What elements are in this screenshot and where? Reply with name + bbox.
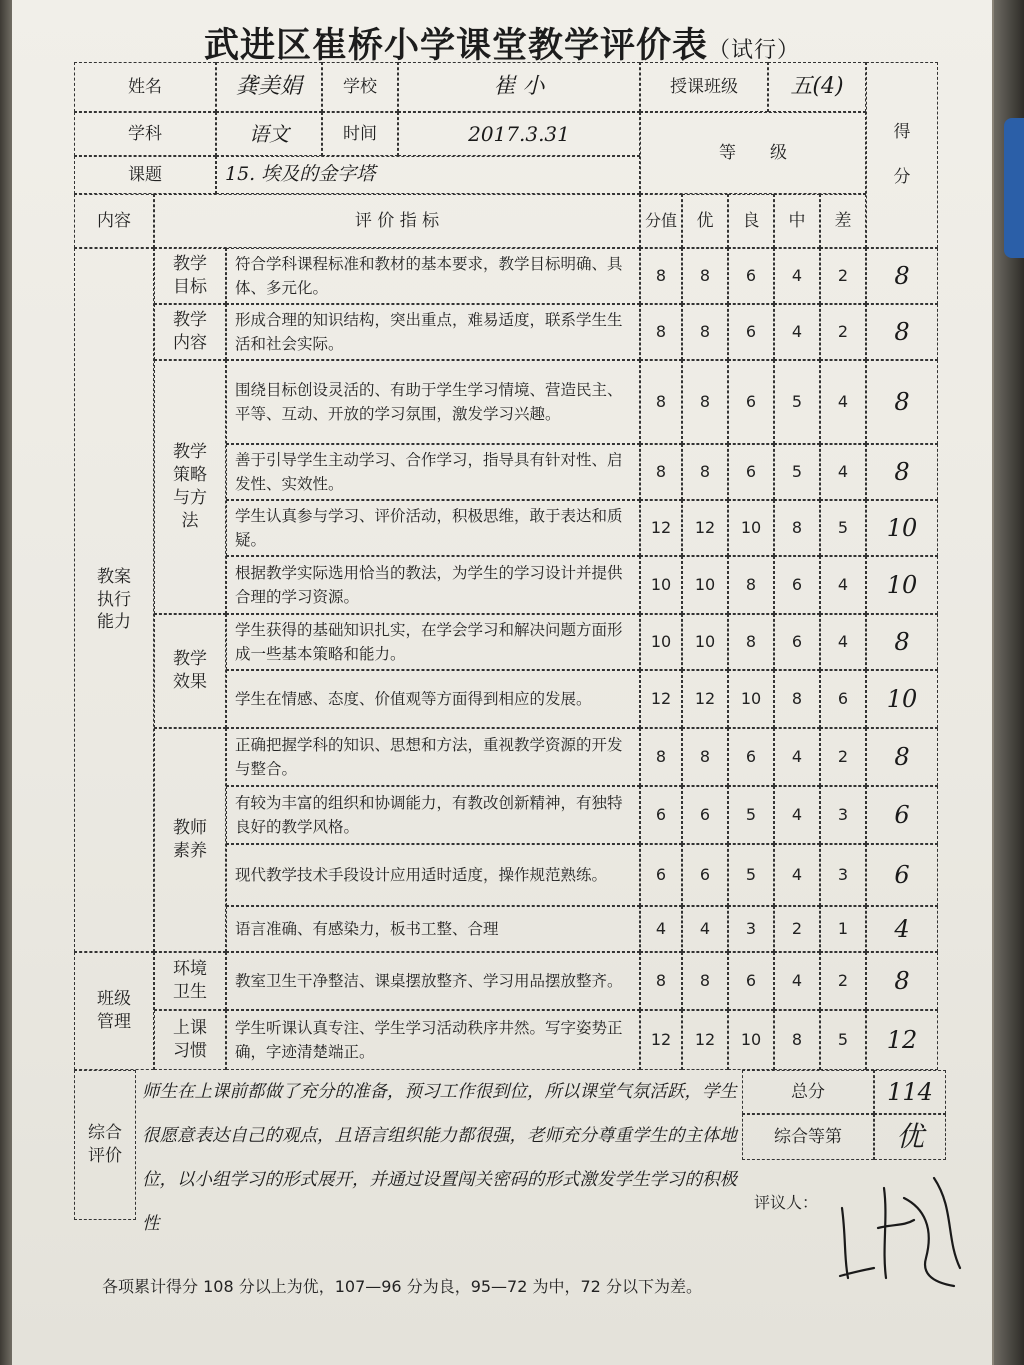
row-score: 10 bbox=[866, 500, 938, 556]
medium-column-header: 中 bbox=[774, 194, 820, 248]
row-score: 6 bbox=[866, 844, 938, 906]
subgroup-teaching-goals: 教学目标 bbox=[154, 248, 226, 304]
summary-label: 综合评价 bbox=[74, 1070, 136, 1220]
points-value: 6 bbox=[640, 786, 682, 844]
good-value: 10 bbox=[728, 500, 774, 556]
criterion-text: 正确把握学科的知识、思想和方法，重视教学资源的开发与整合。 bbox=[226, 728, 640, 786]
criterion-text: 有较为丰富的组织和协调能力，有教改创新精神，有独特良好的教学风格。 bbox=[226, 786, 640, 844]
points-value: 12 bbox=[640, 1010, 682, 1070]
poor-value: 5 bbox=[820, 500, 866, 556]
points-value: 12 bbox=[640, 500, 682, 556]
excellent-value: 8 bbox=[682, 444, 728, 500]
points-value: 8 bbox=[640, 952, 682, 1010]
medium-value: 2 bbox=[774, 906, 820, 952]
poor-value: 2 bbox=[820, 952, 866, 1010]
poor-value: 4 bbox=[820, 444, 866, 500]
medium-value: 4 bbox=[774, 786, 820, 844]
subject-label: 学科 bbox=[74, 112, 216, 156]
excellent-value: 6 bbox=[682, 786, 728, 844]
criterion-text: 学生听课认真专注、学生学习活动秩序井然。写字姿势正确，字迹清楚端正。 bbox=[226, 1010, 640, 1070]
excellent-column-header: 优 bbox=[682, 194, 728, 248]
row-score: 4 bbox=[866, 906, 938, 952]
subgroup-teaching-effect: 教学效果 bbox=[154, 614, 226, 728]
poor-value: 6 bbox=[820, 670, 866, 728]
blue-binder-tab bbox=[1004, 118, 1024, 258]
medium-value: 4 bbox=[774, 728, 820, 786]
row-score: 6 bbox=[866, 786, 938, 844]
row-score: 8 bbox=[866, 248, 938, 304]
excellent-value: 8 bbox=[682, 728, 728, 786]
subgroup-environment: 环境卫生 bbox=[154, 952, 226, 1010]
points-value: 8 bbox=[640, 304, 682, 360]
good-value: 6 bbox=[728, 728, 774, 786]
excellent-value: 6 bbox=[682, 844, 728, 906]
medium-value: 5 bbox=[774, 360, 820, 444]
form-title-suffix: （试行） bbox=[708, 38, 801, 63]
medium-value: 8 bbox=[774, 1010, 820, 1070]
excellent-value: 12 bbox=[682, 1010, 728, 1070]
good-value: 6 bbox=[728, 360, 774, 444]
row-score: 8 bbox=[866, 728, 938, 786]
overall-grade-value: 优 bbox=[874, 1114, 946, 1160]
topic-label: 课题 bbox=[74, 156, 216, 194]
medium-value: 8 bbox=[774, 500, 820, 556]
excellent-value: 4 bbox=[682, 906, 728, 952]
criterion-text: 符合学科课程标准和教材的基本要求，教学目标明确、具体、多元化。 bbox=[226, 248, 640, 304]
good-value: 6 bbox=[728, 248, 774, 304]
points-value: 6 bbox=[640, 844, 682, 906]
criterion-text: 围绕目标创设灵活的、有助于学生学习情境、营造民主、平等、互动、开放的学习氛围，激发学习兴趣。 bbox=[226, 360, 640, 444]
row-score: 10 bbox=[866, 670, 938, 728]
good-value: 6 bbox=[728, 952, 774, 1010]
good-value: 8 bbox=[728, 614, 774, 670]
criterion-text: 学生认真参与学习、评价活动，积极思维，敢于表达和质疑。 bbox=[226, 500, 640, 556]
poor-column-header: 差 bbox=[820, 194, 866, 248]
poor-value: 4 bbox=[820, 614, 866, 670]
criterion-text: 教室卫生干净整洁、课桌摆放整齐、学习用品摆放整齐。 bbox=[226, 952, 640, 1010]
medium-value: 6 bbox=[774, 614, 820, 670]
poor-value: 5 bbox=[820, 1010, 866, 1070]
topic-value: 15. 埃及的金字塔 bbox=[216, 156, 640, 194]
score-header-char-2: 分 bbox=[893, 167, 911, 188]
row-score: 8 bbox=[866, 952, 938, 1010]
excellent-value: 8 bbox=[682, 248, 728, 304]
excellent-value: 8 bbox=[682, 952, 728, 1010]
good-value: 10 bbox=[728, 670, 774, 728]
subgroup-teacher-quality: 教师素养 bbox=[154, 728, 226, 952]
medium-value: 6 bbox=[774, 556, 820, 614]
good-value: 6 bbox=[728, 304, 774, 360]
points-value: 8 bbox=[640, 728, 682, 786]
poor-value: 4 bbox=[820, 556, 866, 614]
poor-value: 3 bbox=[820, 786, 866, 844]
row-score: 8 bbox=[866, 444, 938, 500]
points-value: 4 bbox=[640, 906, 682, 952]
school-value: 崔 小 bbox=[398, 62, 640, 112]
subject-value: 语文 bbox=[216, 112, 322, 156]
criterion-text: 现代教学技术手段设计应用适时适度，操作规范熟练。 bbox=[226, 844, 640, 906]
overall-grade-label: 综合等第 bbox=[742, 1114, 874, 1160]
good-value: 10 bbox=[728, 1010, 774, 1070]
poor-value: 2 bbox=[820, 304, 866, 360]
good-value: 6 bbox=[728, 444, 774, 500]
medium-value: 4 bbox=[774, 844, 820, 906]
time-label: 时间 bbox=[322, 112, 398, 156]
row-score: 8 bbox=[866, 614, 938, 670]
excellent-value: 8 bbox=[682, 304, 728, 360]
good-value: 3 bbox=[728, 906, 774, 952]
level-header: 等 级 bbox=[640, 112, 866, 194]
school-label: 学校 bbox=[322, 62, 398, 112]
points-value: 8 bbox=[640, 360, 682, 444]
good-column-header: 良 bbox=[728, 194, 774, 248]
poor-value: 4 bbox=[820, 360, 866, 444]
criterion-text: 根据教学实际选用恰当的教法，为学生的学习设计并提供合理的学习资源。 bbox=[226, 556, 640, 614]
subgroup-teaching-content: 教学内容 bbox=[154, 304, 226, 360]
points-value: 8 bbox=[640, 248, 682, 304]
evaluation-form-sheet bbox=[12, 0, 992, 1365]
good-value: 5 bbox=[728, 786, 774, 844]
score-header-char-1: 得 bbox=[893, 121, 911, 142]
points-value: 10 bbox=[640, 614, 682, 670]
time-value: 2017.3.31 bbox=[398, 112, 640, 156]
good-value: 5 bbox=[728, 844, 774, 906]
indicator-column-header: 评 价 指 标 bbox=[154, 194, 640, 248]
excellent-value: 8 bbox=[682, 360, 728, 444]
score-header bbox=[866, 62, 938, 248]
group-lesson-execution: 教案执行能力 bbox=[74, 248, 154, 952]
medium-value: 4 bbox=[774, 248, 820, 304]
excellent-value: 10 bbox=[682, 556, 728, 614]
medium-value: 8 bbox=[774, 670, 820, 728]
total-value: 114 bbox=[874, 1070, 946, 1114]
excellent-value: 12 bbox=[682, 500, 728, 556]
reviewer-signature bbox=[834, 1168, 974, 1298]
group-class-management: 班级管理 bbox=[74, 952, 154, 1070]
criterion-text: 形成合理的知识结构，突出重点，难易适度，联系学生生活和社会实际。 bbox=[226, 304, 640, 360]
excellent-value: 12 bbox=[682, 670, 728, 728]
reviewer-label: 评议人： bbox=[754, 1193, 819, 1212]
poor-value: 3 bbox=[820, 844, 866, 906]
row-score: 12 bbox=[866, 1010, 938, 1070]
points-value: 8 bbox=[640, 444, 682, 500]
medium-value: 4 bbox=[774, 304, 820, 360]
points-value: 12 bbox=[640, 670, 682, 728]
grade-value: 五(4) bbox=[768, 62, 866, 112]
total-label: 总分 bbox=[742, 1070, 874, 1114]
points-value: 10 bbox=[640, 556, 682, 614]
medium-value: 5 bbox=[774, 444, 820, 500]
form-title-main: 武进区崔桥小学课堂教学评价表 bbox=[203, 25, 708, 66]
grading-footnote: 各项累计得分 108 分以上为优，107—96 分为良，95—72 为中，72 分以下为差。 bbox=[102, 1277, 702, 1296]
poor-value: 1 bbox=[820, 906, 866, 952]
medium-value: 4 bbox=[774, 952, 820, 1010]
criterion-text: 语言准确、有感染力，板书工整、合理 bbox=[226, 906, 640, 952]
criterion-text: 学生在情感、态度、价值观等方面得到相应的发展。 bbox=[226, 670, 640, 728]
subgroup-strategy-method: 教学策略与方法 bbox=[154, 360, 226, 614]
row-score: 8 bbox=[866, 360, 938, 444]
grade-label: 授课班级 bbox=[640, 62, 768, 112]
subgroup-class-habits: 上课习惯 bbox=[154, 1010, 226, 1070]
good-value: 8 bbox=[728, 556, 774, 614]
row-score: 8 bbox=[866, 304, 938, 360]
content-column-header: 内容 bbox=[74, 194, 154, 248]
poor-value: 2 bbox=[820, 248, 866, 304]
name-label: 姓名 bbox=[74, 62, 216, 112]
excellent-value: 10 bbox=[682, 614, 728, 670]
points-column-header: 分值 bbox=[640, 194, 682, 248]
criterion-text: 学生获得的基础知识扎实，在学会学习和解决问题方面形成一些基本策略和能力。 bbox=[226, 614, 640, 670]
criterion-text: 善于引导学生主动学习、合作学习，指导具有针对性、启发性、实效性。 bbox=[226, 444, 640, 500]
poor-value: 2 bbox=[820, 728, 866, 786]
name-value: 龚美娟 bbox=[216, 62, 322, 112]
summary-remark-handwriting: 师生在上课前都做了充分的准备，预习工作很到位，所以课堂气氛活跃，学生很愿意表达自己的观点，且语言组织能力都很强，老师充分尊重学生的主体地位，以小组学习的形式展开，并通过设置闯关密码的形式激发学生学习的积极性 bbox=[142, 1082, 737, 1234]
row-score: 10 bbox=[866, 556, 938, 614]
